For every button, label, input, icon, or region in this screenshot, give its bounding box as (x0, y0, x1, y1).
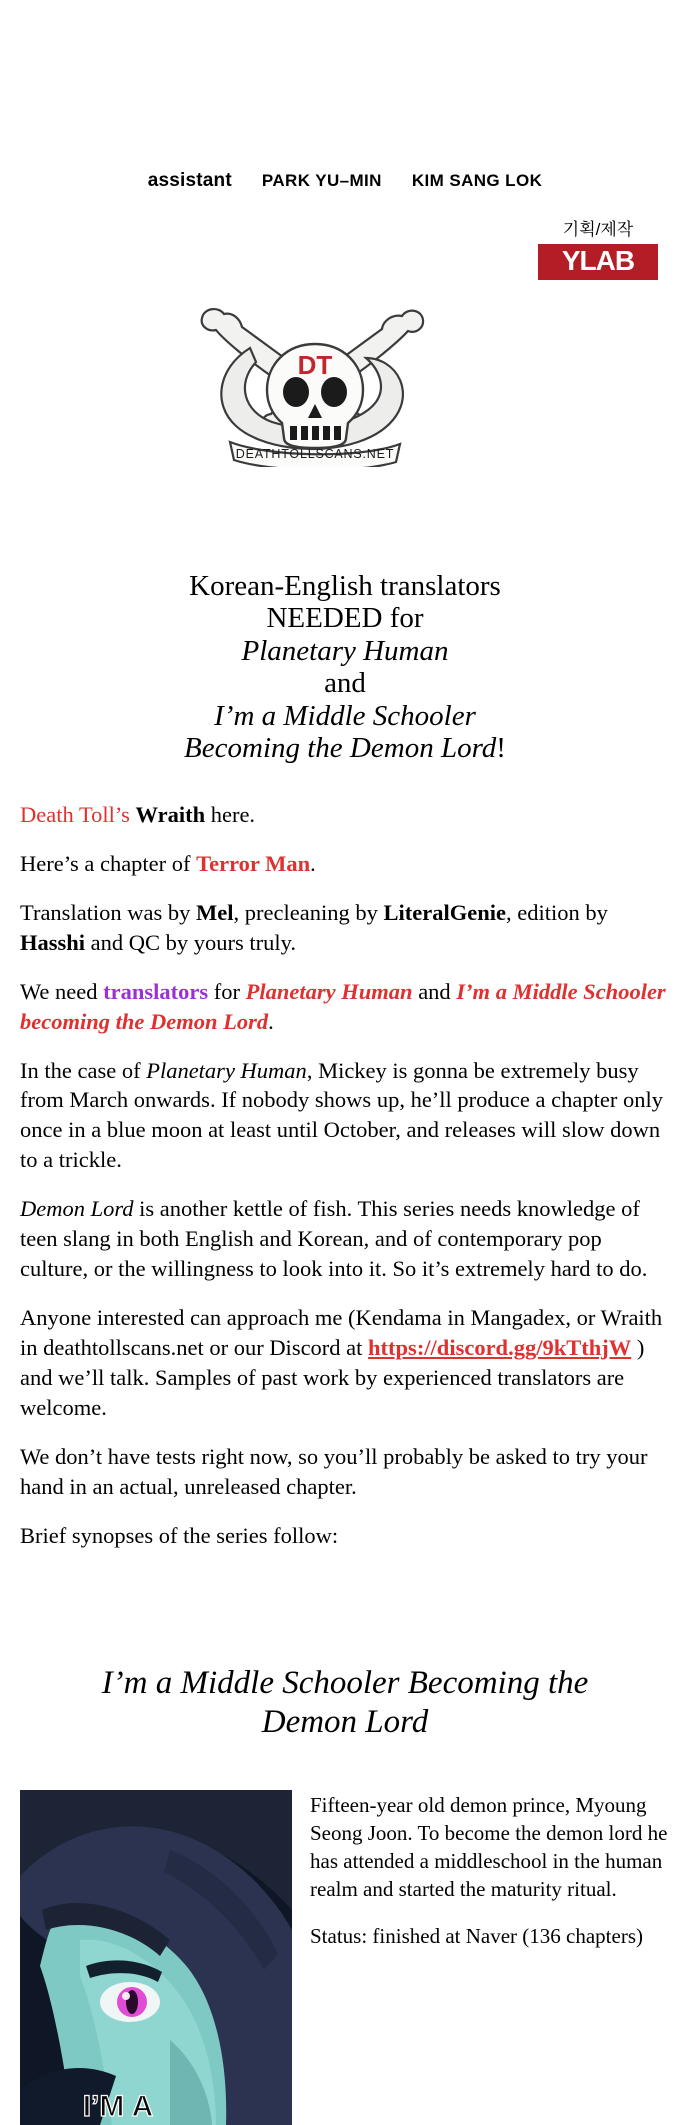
staff-qc-label: and QC by yours truly. (90, 929, 297, 955)
greeting-tail: here. (210, 802, 256, 827)
heading-line-4: and (324, 667, 366, 700)
series-synopsis-text (310, 1790, 670, 2125)
heading-line-5: I’m a Middle Schooler (214, 699, 476, 732)
contact-tail: ) and we’ll talk. Samples of past work by experienced translators are welcome. (20, 1334, 645, 1420)
chapter-period: . (310, 850, 316, 876)
paragraph-demon-lord-difficulty (20, 1194, 670, 1284)
page-title (0, 570, 690, 765)
ylab-logo: YLAB (538, 244, 658, 280)
author-handle: Wraith (135, 802, 206, 827)
credits-name-2: KIM SANG LOK (411, 171, 543, 190)
ph-series-italic: Planetary Human (146, 1057, 307, 1083)
paragraph-planetary-human-status (20, 1056, 670, 1176)
synopsis-status: Status: finished at Naver (136 chapters) (310, 1923, 643, 1948)
deathtoll-skull-logo (188, 292, 443, 467)
heading-line-3: Planetary Human (241, 634, 449, 667)
logo-initials: DT (297, 350, 333, 380)
paragraph-need-translators (20, 977, 670, 1037)
series-title-line-2: Demon Lord (261, 1703, 429, 1740)
credits-role-label: assistant (147, 170, 232, 191)
publisher-korean-label: 기획/제작 (562, 220, 634, 239)
series-name-planetary-human: Planetary Human (245, 978, 413, 1004)
series-name-demon-lord: I’m a Middle Schooler becoming the Demon Lord (20, 978, 666, 1034)
paragraph-no-tests: We don’t have tests right now, so you’ll probably be asked to try your hand in an actual, unreleased chapter. (20, 1443, 648, 1499)
staff-editor: Hasshi (20, 929, 86, 955)
scanlation-group-name: Death Toll’s (20, 802, 130, 827)
discord-invite-link[interactable]: https://discord.gg/9kTthjW (368, 1334, 632, 1360)
publisher-block (538, 215, 658, 280)
credits-row (0, 170, 690, 192)
heading-line-2: NEEDED for (266, 602, 424, 635)
translators-highlight: translators (103, 978, 209, 1004)
heading-line-6-suffix: ! (496, 732, 506, 765)
series-thumbnail (20, 1790, 292, 2125)
series-name-terror-man: Terror Man (196, 850, 311, 876)
synopsis-paragraph: Fifteen-year old demon prince, Myoung Seong Joon. To become the demon lord he has attended a middleschool in the human realm and started the maturity ritual. (310, 1793, 668, 1901)
staff-translation-label: Translation was by (20, 899, 191, 925)
staff-precleaning-label: , precleaning by (233, 899, 378, 925)
paragraph-staff (20, 898, 670, 958)
dl-detail: is another kettle of fish. This series needs knowledge of teen slang in both English and Korean, and of contemporary pop culture, or the willingness to look into it. So it’s extremely hard to do. (20, 1196, 648, 1282)
note-body (20, 800, 670, 1569)
credits-name-1: PARK YU–MIN (261, 171, 382, 190)
paragraph-synopses-intro: Brief synopses of the series follow: (20, 1522, 339, 1548)
need-intro: We need (20, 978, 98, 1004)
heading-line-6: Becoming the Demon Lord (184, 732, 497, 765)
thumbnail-caption-text: I’M A (82, 2090, 154, 2123)
series-title-line-1: I’m a Middle Schooler Becoming the (101, 1665, 589, 1701)
logo-banner-text: DEATHTOLLSCANS.NET (235, 447, 395, 461)
series-synopsis-block (20, 1790, 670, 2125)
chapter-intro: Here’s a chapter of (20, 850, 191, 876)
series-section-title (20, 1664, 670, 1742)
paragraph-greeting (20, 800, 670, 830)
staff-precleaner: LiteralGenie (383, 899, 506, 925)
staff-translator: Mel (196, 899, 234, 925)
dl-series-italic: Demon Lord (20, 1196, 134, 1222)
paragraph-chapter (20, 849, 670, 879)
heading-line-1: Korean-English translators (189, 570, 501, 602)
need-for: for (213, 978, 241, 1004)
ph-intro: In the case of (20, 1057, 141, 1083)
paragraph-contact (20, 1303, 670, 1423)
need-period: . (268, 1008, 274, 1034)
contact-intro: Anyone interested can approach me (Kendama in Mangadex, or Wraith in deathtollscans.net or our Discord at (20, 1304, 663, 1360)
need-and: and (418, 978, 451, 1004)
ph-detail: , Mickey is gonna be extremely busy from March onwards. If nobody shows up, he’ll produce a chapter only once in a blue moon at least until October, and releases will slow down to a trickle. (20, 1057, 663, 1173)
staff-edition-label: , edition by (505, 899, 608, 925)
